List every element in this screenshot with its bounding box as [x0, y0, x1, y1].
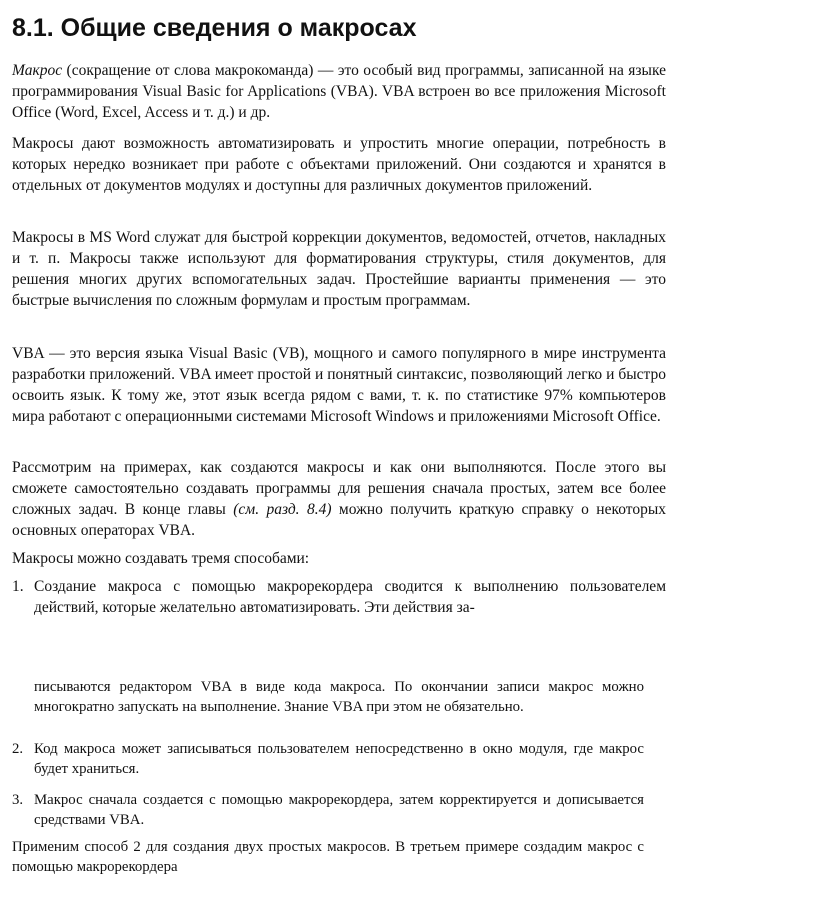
list-number: 1. — [12, 578, 24, 595]
examples-text-before: Рассмотрим на примерах, как создаются макросы и как они выполняются. После этого вы сможете самостоятельно создавать программы для решения сначала простых, затем все более сложных задач. В конце главы — [12, 459, 666, 518]
examples-text-after: можно получить краткую справку о некоторых основных операторах VBA. — [12, 501, 667, 539]
paragraph-conclusion: Применим способ 2 для создания двух простых макросов. В третьем примере создадим макрос с помощью макрорекордера — [12, 839, 644, 875]
list-number: 2. — [12, 741, 24, 757]
list-item-3 — [12, 791, 644, 830]
list-item-1 — [12, 576, 666, 618]
definition-text: (сокращение от слова макрокоманда) — это особый вид программы, записанной на языке программирования Visual Basic for Applications (VBA). VBA встроен во все приложения Microsoft Office (Word, Excel, Access и т. д.) и др. — [12, 62, 666, 121]
list-item-2 — [12, 740, 644, 779]
list-text: Код макроса может записываться пользователем непосредственно в окно модуля, где макрос будет храниться. — [34, 741, 644, 777]
list-text: Создание макроса с помощью макрорекордера сводится к выполнению пользователем действий, которые желательно автоматизировать. Эти действия за- — [34, 578, 666, 616]
chapter-reference: (см. разд. 8.4) — [233, 501, 332, 518]
paragraph-methods-intro: Макросы можно создавать тремя способами: — [12, 550, 310, 567]
paragraph-vba: VBA — это версия языка Visual Basic (VB), мощного и самого популярного в мире инструмента разработки приложений. VBA имеет простой и понятный синтаксис, позволяющий легко и быстро освоить язык. К тому же, этот язык всегда рядом с вами, т. к. по статистике 97% компьютеров мира работают с операционными системами Microsoft Windows и приложениями Microsoft Office. — [12, 345, 666, 425]
paragraph-capabilities: Макросы дают возможность автоматизировать и упростить многие операции, потребность в которых нередко возникает при работе с объектами приложений. Они создаются и хранятся в отдельных от документов модулях и доступны для различных документов приложений. — [12, 135, 666, 194]
paragraph-definition — [12, 60, 666, 123]
list-number: 3. — [12, 792, 24, 808]
list-item-1-continued: писываются редактором VBA в виде кода макроса. По окончании записи макрос можно многократно запускать на выполнение. Знание VBA при этом не обязательно. — [34, 679, 644, 715]
paragraph-word-usage: Макросы в MS Word служат для быстрой коррекции документов, ведомостей, отчетов, накладных и т. п. Макросы также используют для форматирования структуры, стиля документов, для решения многих других вспомогательных задач. Простейшие варианты применения — это быстрые вычисления по сложным формулам и простым программам. — [12, 229, 666, 309]
paragraph-examples — [12, 457, 666, 541]
list-text: Макрос сначала создается с помощью макрорекордера, затем корректируется и дописывается средствами VBA. — [34, 792, 644, 828]
term-macro: Макрос — [12, 62, 63, 79]
section-heading: 8.1. Общие сведения о макросах — [12, 14, 417, 42]
